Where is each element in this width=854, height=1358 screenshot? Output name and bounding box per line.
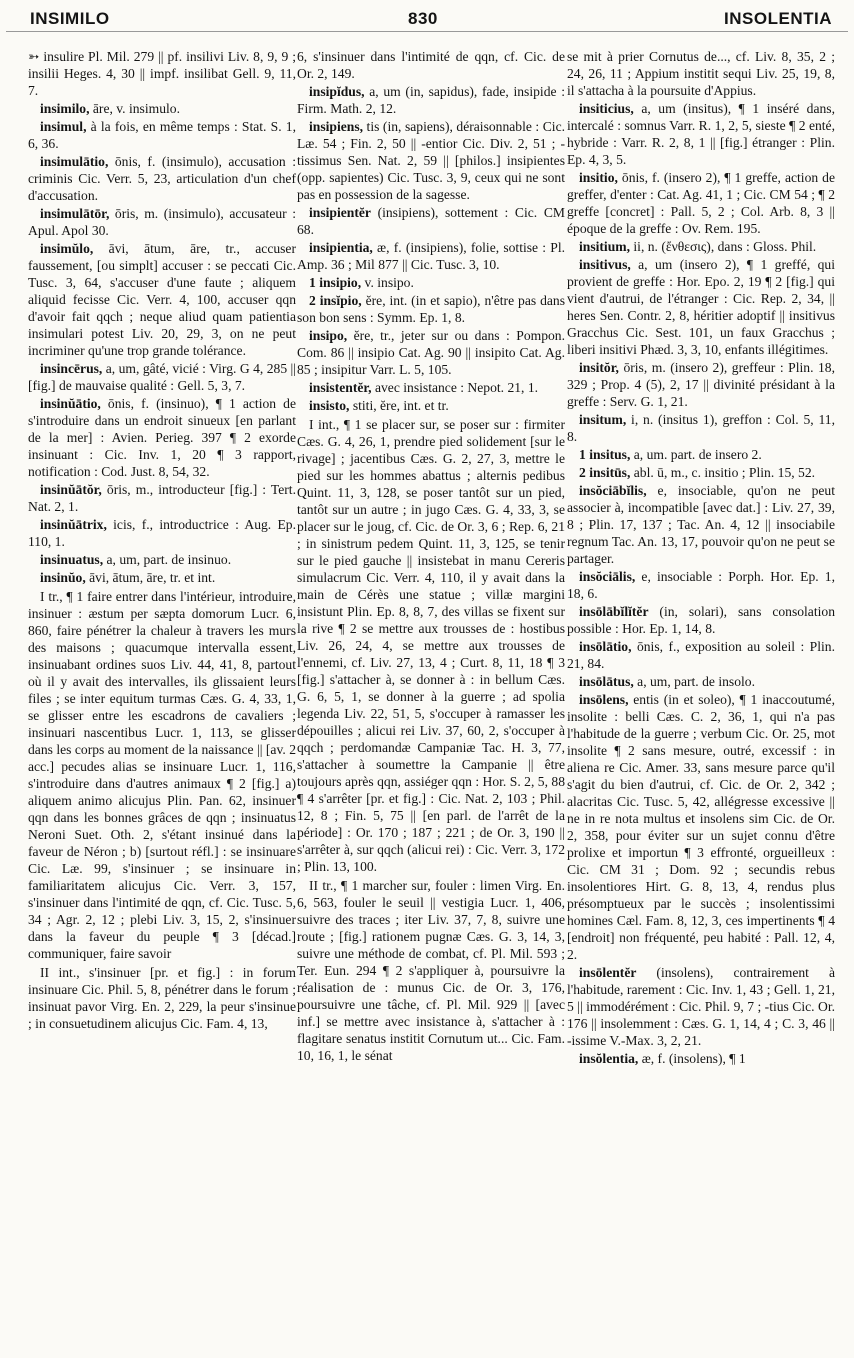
entry-text: a, um. part. de insero 2. [630, 447, 762, 462]
entry-text: ii, n. (ἔνθεσις), dans : Gloss. Phil. [630, 239, 817, 254]
headword: insimŭlo, [40, 241, 94, 256]
entry-text: ĕre, int. (in et sapio), n'être pas dans son bon sens : Symm. Ep. 1, 8. [297, 293, 565, 325]
dictionary-entry [567, 464, 835, 481]
entry-text: abl. ū, m., c. insitio ; Plin. 15, 52. [630, 465, 816, 480]
entry-continuation [567, 48, 835, 99]
entry-text: se mit à prier Cornutus de..., cf. Liv. 8, 35, 2 ; 24, 26, 11 ; Appium institit sequi Liv. 25, 19, 8, il s'attacha à la poursuite d'Appius. [567, 49, 835, 98]
entry-text: ōris, m. (insero 2), greffeur : Plin. 18, 329 ; Prop. 4 (5), 2, 17 || divinité présidant à la greffe : Serv. G. 1, 21. [567, 360, 835, 409]
dictionary-entry [567, 603, 835, 637]
headword: insimul, [40, 119, 87, 134]
dictionary-entry [567, 359, 835, 410]
entry-text: ōnis, f., exposition au soleil : Plin. 21, 84. [567, 639, 835, 671]
entry-text: ĕre, tr., jeter sur ou dans : Pompon. Com. 86 || insipio Cat. Ag. 90 || insipito Cat. Ag. 85 ; insipitur Varr. L. 5, 105. [297, 328, 565, 377]
headword: insŏciābĭlis, [579, 483, 647, 498]
headword: 2 insĭpio, [309, 293, 362, 308]
dictionary-entry [28, 360, 296, 394]
headword: insōlātus, [579, 674, 634, 689]
headword: insinŭātŏr, [40, 482, 102, 497]
dictionary-entry [28, 481, 296, 515]
entry-text: æ, f. (insolens), ¶ 1 [638, 1051, 746, 1066]
dictionary-entry [297, 292, 565, 326]
header-rule [6, 31, 848, 32]
dictionary-entry [567, 169, 835, 237]
headword: insisto, [309, 398, 350, 413]
entry-text: II int., s'insinuer [pr. et fig.] : in forum insinuare Cic. Phil. 5, 8, pénétrer dans le forum ; insinuat pavor Virg. En. 2, 229, la peur s'insinue ; in consuetudinem alicujus Cic. Fam. 4, 13, [28, 965, 296, 1031]
entry-text: 6, s'insinuer dans l'intimité de qqn, cf. Cic. de Or. 2, 149. [297, 49, 565, 81]
dictionary-entry [297, 397, 565, 414]
headword: insinŭātio, [40, 396, 101, 411]
entry-text: æ, f. (insipiens), folie, sottise : Pl. Amp. 36 ; Mil 877 || Cic. Tusc. 3, 10. [297, 240, 565, 272]
headword: insŏciālis, [579, 569, 636, 584]
entry-text: avec insistance : Nepot. 21, 1. [371, 380, 539, 395]
dictionary-entry [28, 205, 296, 239]
headword: insipiens, [309, 119, 364, 134]
entry-text: ōris, m. (insimulo), accusateur : Apul. Apol 30. [28, 206, 296, 238]
entry-text: (insolens), contrairement à l'habitude, rarement : Cic. Inv. 1, 43 ; Gell. 1, 21, 5 || immodérément : Cic. Phil. 9, 7 ; -tius Cic. Or. 176 || insolemment : Cæs. G. 1, 14, 4 ; C. 3, 46 || -issime V.-Max. 3, 2, 21. [567, 965, 835, 1048]
headword: insiticius, [579, 101, 634, 116]
entry-text: ōnis, f. (insinuo), ¶ 1 action de s'introduire dans un endroit sinueux [en parlant de la mer] : Avien. Perieg. 397 ¶ 2 exorde insinuant : Cic. Inv. 1, 20 ¶ 3 rapport, notification : Cod. Just. 8, 54, 32. [28, 396, 296, 479]
headword: insincērus, [40, 361, 103, 376]
dictionary-entry [28, 551, 296, 568]
entry-text: e, insociable, qu'on ne peut associer à, incompatible [avec dat.] : Liv. 27, 39, 8 ; Plin. 17, 137 ; Tac. An. 4, 12 || insociabile regnum Tac. An. 13, 17, pouvoir qu'on ne peut se partager. [567, 483, 835, 566]
headword: 2 insitūs, [579, 465, 631, 480]
dictionary-entry [567, 964, 835, 1049]
entry-text: i, n. (insitus 1), greffon : Col. 5, 11, 8. [567, 412, 835, 444]
entry-text: (in, solari), sans consolation possible : Hor. Ep. 1, 14, 8. [567, 604, 835, 636]
entry-text: (insipiens), sottement : Cic. CM 68. [297, 205, 565, 237]
dictionary-entry [297, 327, 565, 378]
page-number: 830 [408, 9, 438, 28]
headword: insistentĕr, [309, 380, 372, 395]
headword: insitŏr, [579, 360, 619, 375]
headword: insinŭo, [40, 570, 86, 585]
dictionary-entry [28, 395, 296, 480]
dictionary-entry [28, 240, 296, 359]
entry-text: a, um (insero 2), ¶ 1 greffé, qui provient de greffe : Hor. Epo. 2, 19 ¶ 2 [fig.] qui vient d'autrui, de l'étranger : Cic. Rep. 2, 34, || heres Sen. Contr. 2, 8, héritier adoptif || insitivus Gracchus Cic. Sest. 101, un faux Gracchus ; liberi insitivi Phæd. 3, 3, 10, enfants illégitimes. [567, 257, 835, 357]
entry-text: a, um, part. de insinuo. [103, 552, 232, 567]
dictionary-entry [567, 100, 835, 168]
dictionary-entry [28, 153, 296, 204]
entry-text: I int., ¶ 1 se placer sur, se poser sur : firmiter Cæs. G. 4, 26, 1, prendre pied solidement [sur le rivage] ; jacentibus Cæs. G. 2, 27, 3, mettre le pied sur les hommes abattus ; alternis pedibus Quint. 11, 3, 128, se poser tantôt sur un pied, tantôt sur un autre ; in jugo Cæs. G. 4, 33, 3, se placer sur le joug, cf. Cic. de Or. 3, 6 ; Rep. 6, 21 ; in sinistrum pedem Quint. 11, 3, 125, se tenir sur le pied gauche || insistebat in manu Cereris simulacrum Cic. Verr. 4, 110, il y avait dans la main de Cérès une statue ; villæ margini insistunt Plin. Ep. 8, 8, 7, des villas se fixent sur la rive ¶ 2 se mettre aux trousses de : hostibus Liv. 26, 24, 4, se mettre aux trousses de l'ennemi, cf. Liv. 27, 13, 4 ; Curt. 8, 11, 18 ¶ 3 [fig.] s'attacher à, se donner à : in bellum Cæs. G. 6, 5, 1, se donner à la guerre ; ad spolia legenda Liv. 22, 51, 5, s'occuper à ramasser les dépouilles ; alicui rei Liv. 37, 60, 2, s'occuper à qqch ; perdomandæ Campaniæ Tac. H. 3, 77, s'attacher à soumettre la Campanie || être toujours après qqn, assiéger qqn : Hor. S. 2, 5, 88 ¶ 4 s'arrêter [pr. et fig.] : Cic. Nat. 2, 103 ; Phil. 12, 8 ; Fin. 5, 75 || [en parl. de l'arrêt de la période] : Or. 170 ; 187 ; 221 ; de Or. 3, 190 || s'arrêter à, sur qqch (alicui rei) : Cic. Verr. 3, 172 ; Plin. 13, 100. [297, 417, 565, 874]
dictionary-entry [567, 638, 835, 672]
headword: insōlens, [579, 692, 629, 707]
headword: insinŭātrix, [40, 517, 107, 532]
dictionary-entry [567, 673, 835, 690]
entry-text: a, um (in, sapidus), fade, insipide : Firm. Math. 2, 12. [297, 84, 565, 116]
headword: insimulātio, [40, 154, 109, 169]
headword: insipientĕr [309, 205, 371, 220]
headword: insitio, [579, 170, 618, 185]
running-head-right: INSOLENTIA [724, 9, 832, 28]
dictionary-entry [297, 118, 565, 203]
entry-text: v. insipo. [361, 275, 414, 290]
dictionary-entry [28, 569, 296, 586]
entry-section [28, 964, 296, 1032]
entry-text: e, insociable : Porph. Hor. Ep. 1, 18, 6. [567, 569, 835, 601]
dictionary-entry [28, 118, 296, 152]
entry-section [28, 588, 296, 962]
headword: 1 insitus, [579, 447, 631, 462]
entry-text: II tr., ¶ 1 marcher sur, fouler : limen Virg. En. 6, 563, fouler le seuil || vestigia Lucr. 1, 406, suivre des traces ; iter Liv. 37, 7, 8, suivre une route ; [fig.] rationem pugnæ Cæs. G. 3, 14, 3, suivre une méthode de combat, cf. Pl. Mil. 593 ; Ter. Eun. 294 ¶ 2 s'appliquer à, poursuivre la réalisation de : munus Cic. de Or. 3, 176, poursuivre une tâche, cf. Pl. Mil. 929 || [avec inf.] se mettre avec insistance à, s'attacher à : flagitare senatus institit Cornutum ut... Cic. Fam. 10, 16, 1, le sénat [297, 878, 565, 1063]
headword: insitivus, [579, 257, 631, 272]
headword: insimilo, [40, 101, 90, 116]
entry-text: a, um, part. de insolo. [633, 674, 755, 689]
headword: insipĭdus, [309, 84, 365, 99]
dictionary-entry [28, 516, 296, 550]
dictionary-entry [297, 83, 565, 117]
entry-text: à la fois, en même temps : Stat. S. 1, 6, 36. [28, 119, 296, 151]
entry-text: ōris, m., introducteur [fig.] : Tert. Nat. 2, 1. [28, 482, 296, 514]
dictionary-entry [567, 691, 835, 963]
entry-text: a, um, gâté, vicié : Virg. G 4, 285 || [fig.] de mauvaise qualité : Gell. 5, 3, 7. [28, 361, 296, 393]
dictionary-entry [567, 446, 835, 463]
dictionary-entry [297, 379, 565, 396]
entry-continuation [297, 48, 565, 82]
column-middle [297, 48, 565, 1065]
entry-text: stiti, ĕre, int. et tr. [349, 398, 449, 413]
dictionary-entry [567, 238, 835, 255]
dictionary-entry [567, 1050, 835, 1067]
dictionary-entry [297, 239, 565, 273]
entry-text: ōnis, f. (insero 2), ¶ 1 greffe, action de greffer, d'enter : Cat. Ag. 41, 1 ; Cic. CM 54 ; ¶ 2 greffe [concret] : Pall. 5, 2 ; Col. Arb. 8, 3 || époque de la greffe : Ov. Rem. 195. [567, 170, 835, 236]
entry-text: entis (in et soleo), ¶ 1 inaccoutumé, insolite : belli Cæs. C. 2, 36, 1, qui n'a pas l'habitude de la guerre ; verbum Cic. Or. 25, mot insolite ¶ 2 sans mesure, outré, excessif : in aliena re Cic. Amer. 33, sans mesure parce qu'il s'agit du bien d'autrui, cf. Cic. de Or. 2, 342 ; alacritas Cic. Tusc. 5, 42, allégresse excessive || ne in re nota multus et insolens sim Cic. de Or. 2, 358, pour éviter sur un sujet connu d'être prolixe et importun ¶ 3 effronté, orgueilleux : Cic. CM 31 ; Dom. 92 ; secundis rebus insolentiores Hirt. G. 8, 13, 4, rendus plus présomptueux par le succès ; insolentissimi homines Cæl. Fam. 8, 12, 3, ces impertinents ¶ 4 [endroit] non fréquenté, peu habité : Pall. 12, 4, 2. [567, 692, 835, 962]
headword: insōlentĕr [579, 965, 637, 980]
column-left [28, 48, 296, 1033]
headword: insōlābĭlĭtĕr [579, 604, 649, 619]
headword: insŏlentia, [579, 1051, 639, 1066]
headword: insitium, [579, 239, 630, 254]
entry-text: ➳ insulire Pl. Mil. 279 || pf. insilivi Liv. 8, 9, 9 ; insilii Heges. 4, 30 || impf. insilibat Gell. 9, 11, 7. [28, 49, 296, 98]
entry-text: āvi, ātum, āre, tr., accuser faussement, [ou simplt] accuser : se peccati Cic. Tusc. 3, 64, s'accuser d'une faute ; aliquem aliquid fecisse Cic. Verr. 4, 100, accuser qqn d'avoir fait qqch ; neque aliud quam patientia insimulari potest Liv. 20, 29, 3, on ne peut incriminer qu'une trop grande tolérance. [28, 241, 296, 358]
column-right [567, 48, 835, 1068]
entry-text: ōnis, f. (insimulo), accusation : criminis Cic. Verr. 5, 23, articulation d'un chef d'accusation. [28, 154, 296, 203]
entry-section [297, 877, 565, 1064]
dictionary-entry [567, 256, 835, 358]
dictionary-entry [567, 411, 835, 445]
headword: insipo, [309, 328, 348, 343]
dictionary-entry [297, 204, 565, 238]
headword: insōlātio, [579, 639, 632, 654]
entry-text: tis (in, sapiens), déraisonnable : Cic. Læ. 54 ; Fin. 2, 50 || -entior Cic. Div. 2, 51 ; -tissimus Sen. Nat. 2, 59 || [philos.] insipientes (opp. sapientes) Cic. Tusc. 3, 9, ceux qui ne sont pas en possession de la sagesse. [297, 119, 565, 202]
dictionary-entry [567, 568, 835, 602]
entry-text: a, um (insitus), ¶ 1 inséré dans, intercalé : somnus Varr. R. 1, 2, 5, sieste ¶ 2 enté, hybride : Varr. R. 2, 8, 1 || [fig.] étranger : Plin. Ep. 4, 3, 5. [567, 101, 835, 167]
entry-text: icis, f., introductrice : Aug. Ep. 110, 1. [28, 517, 296, 549]
dictionary-entry [297, 274, 565, 291]
entry-text: āvi, ātum, āre, tr. et int. [85, 570, 216, 585]
headword: insinuatus, [40, 552, 104, 567]
headword: insimulātōr, [40, 206, 110, 221]
entry-text: I tr., ¶ 1 faire entrer dans l'intérieur, introduire, insinuer : æstum per sæpta domorum Lucr. 6, 860, faire pénétrer la chaleur à travers les murs des maisons ; quacumque intervalla essent, insinuabant ordines suos Liv. 44, 41, 8, partout où il y avait des intervalles, ils glissaient leurs files ; se inter equitum turmas Cæs. G. 4, 33, 1, se glisser entre les escadrons de cavaliers ; insinuari nascentibus Lucr. 1, 113, se glisser dans les corps au moment de la naissance || [av. 2 acc.] pecudes alias se insinuare Lucr. 1, 116, s'introduire dans d'autres animaux ¶ 2 [fig.] a) aliquem animo alicujus Plin. Pan. 62, insinuer qqn dans les bonnes grâces de qqn ; insinuatus Neroni Suet. Oth. 2, s'étant insinué dans la faveur de Néron ; b) [surtout réfl.] : se insinuare Cic. Læ. 99, s'insinuer ; se insinuare in familiaritatem alicujus Cic. Verr. 3, 157, s'insinuer dans l'intimité de qqn, cf. Cic. Tusc. 5, 34 ; Agr. 2, 12 ; plebi Liv. 3, 15, 2, s'insinuer dans la faveur du peuple ¶ 3 [décad.] communiquer, faire savoir [28, 589, 296, 961]
headword: insitum, [579, 412, 627, 427]
dictionary-entry [567, 482, 835, 567]
dictionary-entry [28, 100, 296, 117]
entry-continuation [28, 48, 296, 99]
running-head-left: INSIMILO [30, 9, 110, 28]
headword: insipientia, [309, 240, 373, 255]
entry-text: āre, v. insimulo. [89, 101, 180, 116]
headword: 1 insipio, [309, 275, 362, 290]
entry-section [297, 416, 565, 875]
